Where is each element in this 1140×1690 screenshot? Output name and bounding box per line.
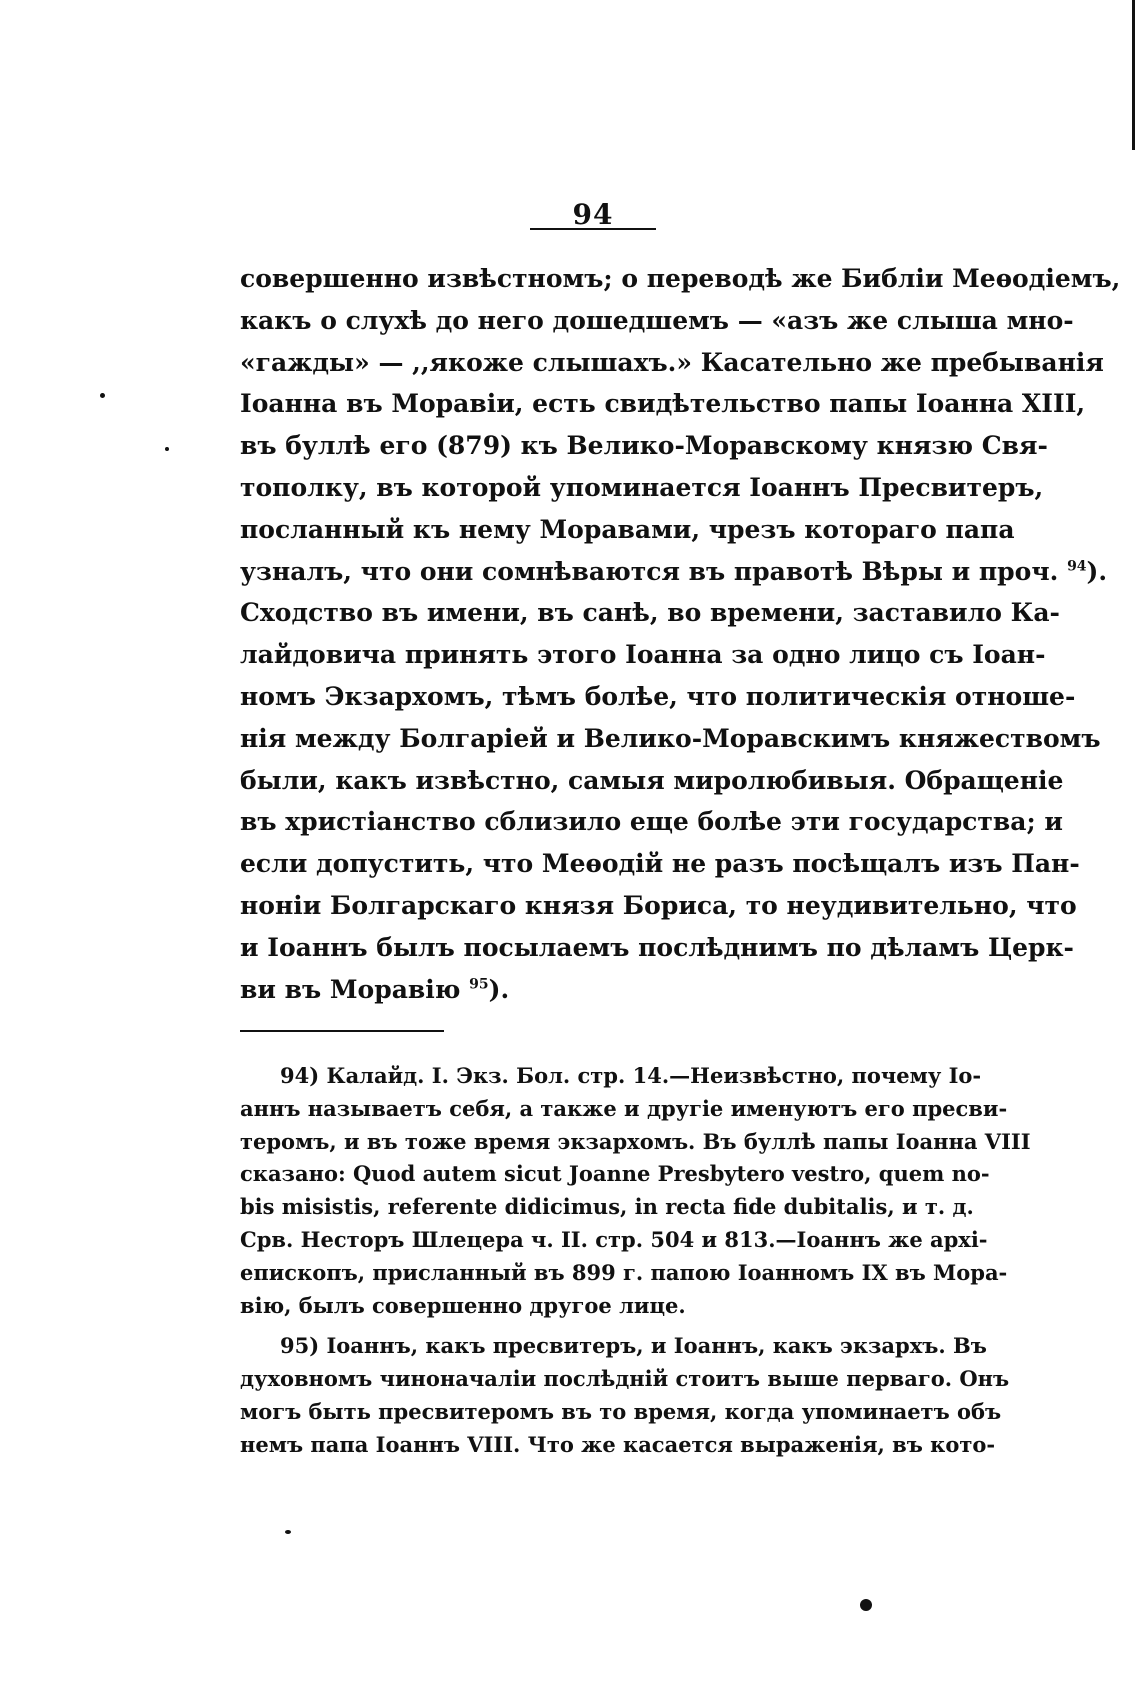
- footnote-94-line: епископъ, присланный въ 899 г. папою Іоанномъ IX въ Мора-: [240, 1259, 1008, 1285]
- text-line: номъ Экзархомъ, тѣмъ болѣе, что политическія отноше-: [240, 681, 1076, 711]
- footnote-95-line: немъ папа Іоаннъ VIII. Что же касается выраженія, въ кото-: [240, 1431, 996, 1457]
- text-line: тополку, въ которой упоминается Іоаннъ Пресвитеръ,: [240, 472, 1044, 502]
- footnote-95-line: духовномъ чиноначаліи послѣдній стоитъ выше перваго. Онъ: [240, 1366, 1010, 1392]
- footnote-gap: [240, 1322, 940, 1330]
- footnote-94-line: 94) Калайд. I. Экз. Бол. стр. 14.—Неизвѣстно, почему Іо-: [280, 1063, 982, 1088]
- footnote-ref-94: 94: [1067, 558, 1087, 575]
- footnote-ref-95: 95: [469, 976, 489, 993]
- text-line: «гажды» — ,,якоже слышахъ.» Касательно же пребыванія: [240, 347, 1104, 377]
- footnote-94-line: сказано: Quod autem sicut Joanne Presbytero vestro, quem no-: [240, 1161, 990, 1187]
- header-rule: [530, 228, 656, 230]
- footnotes: [240, 1060, 1031, 1462]
- footnote-95-line: 95) Іоаннъ, какъ пресвитеръ, и Іоаннъ, какъ экзархъ. Въ: [280, 1333, 987, 1359]
- text-line-body: узналъ, что они сомнѣваются въ правотѣ Вѣры и проч.: [240, 556, 1059, 586]
- text-line: лайдовича принять этого Іоанна за одно лицо съ Іоан-: [240, 640, 1046, 670]
- footnote-94-line: вію, былъ совершенно другое лице.: [240, 1292, 686, 1318]
- text-line: какъ о слухѣ до него дошедшемъ — «азъ же слыша мно-: [240, 305, 1074, 335]
- text-line: въ христіанство сблизило еще болѣе эти государства; и: [240, 807, 1063, 837]
- text-line: Іоанна въ Моравіи, есть свидѣтельство папы Іоанна XIII,: [240, 389, 1086, 419]
- text-line-with-note: [240, 551, 1108, 593]
- ink-speck: [860, 1599, 872, 1611]
- page-edge-mark: [1132, 0, 1135, 150]
- text-line: нія между Болгаріей и Велико-Моравскимъ княжествомъ: [240, 723, 1101, 753]
- text-line: были, какъ извѣстно, самыя миролюбивыя. Обращеніе: [240, 765, 1064, 795]
- page-number: 94: [572, 198, 614, 231]
- ink-speck: [285, 1530, 291, 1534]
- footnote-94-line: Срв. Несторъ Шлецера ч. II. стр. 504 и 813.—Іоаннъ же архі-: [240, 1226, 988, 1252]
- text-line: посланный къ нему Моравами, чрезъ котораго папа: [240, 514, 1015, 544]
- footnote-94-line: аннъ называетъ себя, а также и другіе именуютъ его пресви-: [240, 1095, 1008, 1121]
- text-line: ноніи Болгарскаго князя Бориса, то неудивительно, что: [240, 890, 1077, 920]
- text-line-tail: ).: [1086, 556, 1108, 586]
- footnote-94-line: bis misistis, referente didicimus, in recta fide dubitalis, и т. д.: [240, 1194, 974, 1220]
- footnote-95-line: могъ быть пресвитеромъ въ то время, когда упоминаетъ объ: [240, 1398, 1002, 1424]
- text-line-tail: ).: [488, 974, 510, 1004]
- text-line: и Іоаннъ былъ посылаемъ послѣднимъ по дѣламъ Церк-: [240, 932, 1074, 962]
- text-line-body: ви въ Моравію: [240, 974, 461, 1004]
- footnote-94-line: теромъ, и въ тоже время экзархомъ. Въ буллѣ папы Іоанна VIII: [240, 1128, 1031, 1154]
- text-line: въ буллѣ его (879) къ Велико-Моравскому князю Свя-: [240, 431, 1048, 461]
- text-line: совершенно извѣстномъ; о переводѣ же Библіи Меѳодіемъ,: [240, 264, 1121, 293]
- footnote-rule: [240, 1030, 444, 1032]
- text-line: если допустить, что Меѳодій не разъ посѣщалъ изъ Пан-: [240, 849, 1080, 879]
- ink-speck: [100, 393, 105, 398]
- main-text: [240, 258, 1121, 1010]
- text-line-with-note: [240, 969, 940, 1011]
- text-line: Сходство въ имени, въ санѣ, во времени, заставило Ка-: [240, 598, 1060, 628]
- ink-speck: [165, 447, 169, 451]
